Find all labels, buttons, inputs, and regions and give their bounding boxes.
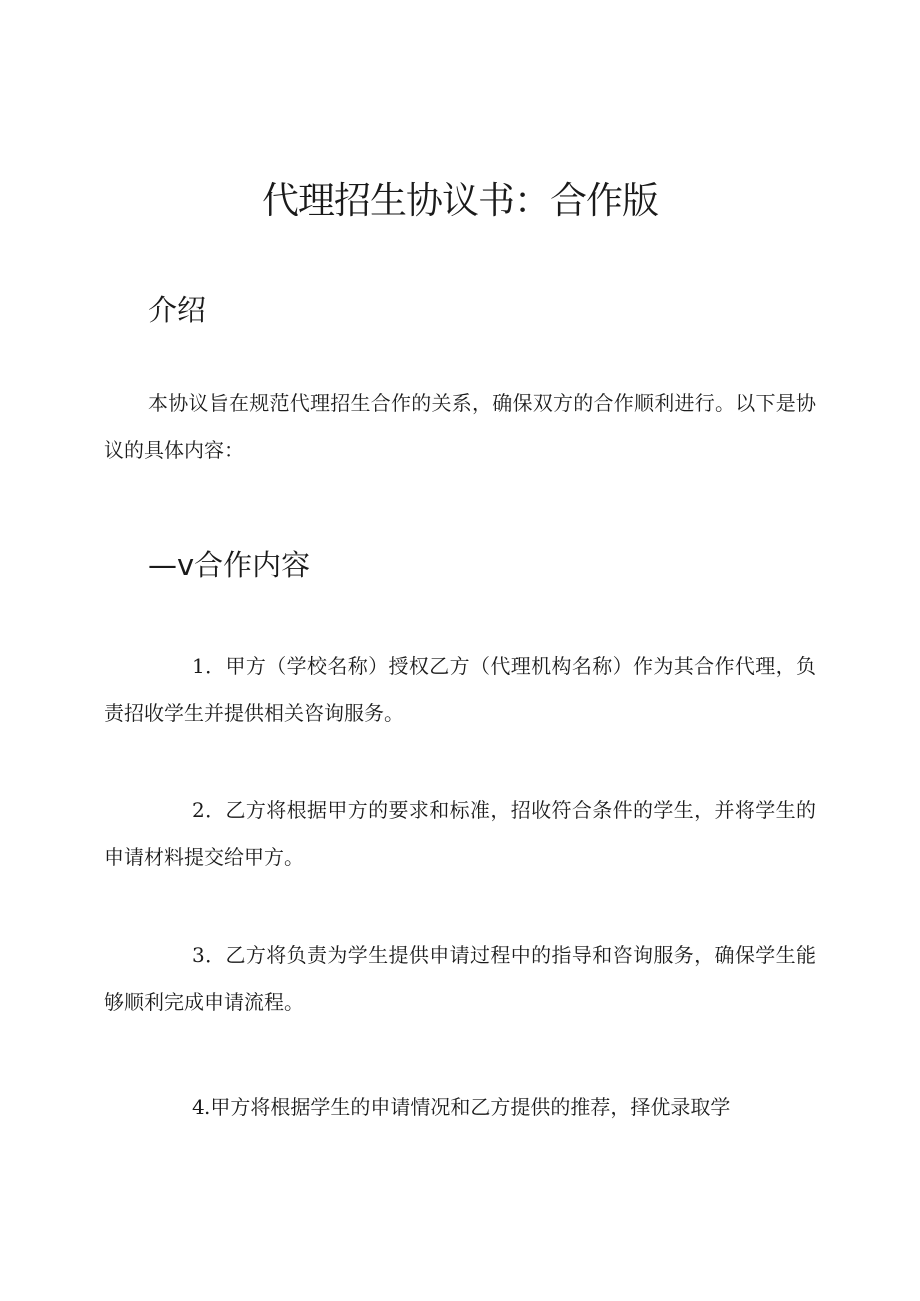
section-heading-cooperation: —v合作内容 [148,548,311,582]
clause-2 [104,787,816,881]
clause-3 [104,932,816,1026]
document-title: 代理招生协议书：合作版 [262,179,658,222]
clause-number: 2 [192,798,205,822]
intro-paragraph: 本协议旨在规范代理招生合作的关系，确保双方的合作顺利进行。以下是协议的具体内容： [104,391,816,462]
clause-number: 4 [192,1095,205,1119]
clause-text: .甲方将根据学生的申请情况和乙方提供的推荐，择优录取学 [204,1095,731,1119]
clause-text: ．乙方将负责为学生提供申请过程中的指导和咨询服务，确保学生能够顺利完成申请流程。 [104,943,816,1014]
clause-number: 1 [192,654,205,678]
clause-text: ．乙方将根据甲方的要求和标准，招收符合条件的学生，并将学生的申请材料提交给甲方。 [104,798,816,869]
clause-1 [104,643,816,737]
clause-number: 3 [192,943,205,967]
section-heading-intro: 介绍 [148,293,207,327]
clause-4 [104,1084,816,1131]
clause-text: ．甲方（学校名称）授权乙方（代理机构名称）作为其合作代理，负责招收学生并提供相关咨询服务。 [104,654,816,725]
